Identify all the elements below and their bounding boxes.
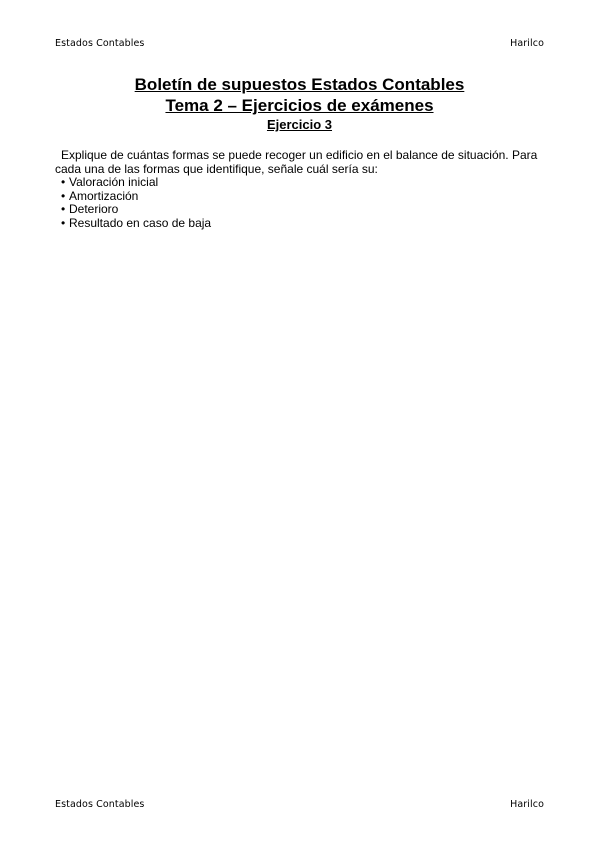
list-item-text: Deterioro	[69, 202, 119, 216]
header-left-text: Estados Contables	[55, 38, 145, 49]
document-title: Boletín de supuestos Estados Contables	[134, 75, 465, 94]
title-block	[0, 74, 599, 133]
list-item	[55, 176, 550, 190]
exercise-statement: Explique de cuántas formas se puede recoger un edificio en el balance de situación. Para cada una de las formas que identifique, señale cuál sería su:	[55, 148, 538, 176]
bullet-icon: •	[61, 215, 66, 230]
list-item-text: Amortización	[69, 188, 139, 203]
list-item	[55, 190, 550, 204]
bullet-icon: •	[61, 175, 66, 189]
bullet-list	[55, 176, 550, 230]
exercise-body	[55, 149, 550, 230]
footer-left-text: Estados Contables	[55, 799, 145, 810]
list-item	[55, 217, 550, 231]
list-item-text: Valoración inicial	[69, 175, 159, 189]
page-footer	[55, 799, 544, 810]
list-item	[55, 203, 550, 217]
list-item-text: Resultado en caso de baja	[69, 215, 212, 230]
page-header	[55, 38, 544, 49]
bullet-icon: •	[61, 202, 66, 216]
footer-right-text: Harilco	[510, 799, 544, 810]
header-right-text: Harilco	[510, 38, 544, 49]
exercise-title: Ejercicio 3	[266, 117, 333, 132]
bullet-icon: •	[61, 188, 66, 203]
document-subtitle: Tema 2 – Ejercicios de exámenes	[165, 96, 434, 115]
